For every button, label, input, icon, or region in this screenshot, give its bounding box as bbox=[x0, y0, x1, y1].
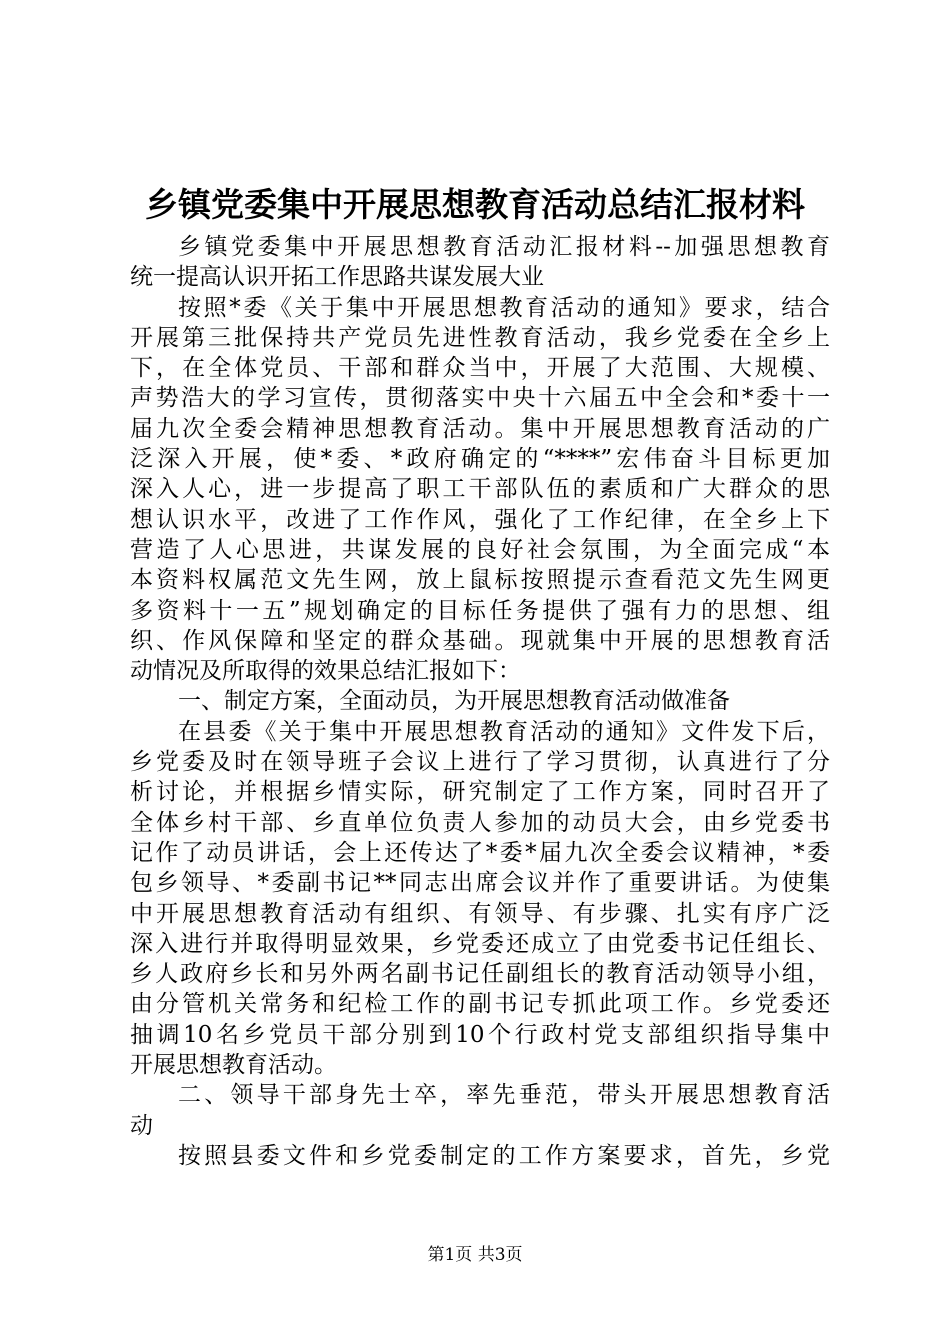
text-line: 一、制定方案，全面动员，为开展思想教育活动做准备 bbox=[178, 688, 730, 715]
text-line: 泛深入开展，使*委、*政府确定的“****”宏伟奋斗目标更加 bbox=[130, 446, 830, 473]
text-line: 中开展思想教育活动有组织、有领导、有步骤、扎实有序广泛 bbox=[130, 900, 830, 927]
text-line: 按照县委文件和乡党委制定的工作方案要求，首先，乡党 bbox=[178, 1142, 830, 1169]
text-line: 声势浩大的学习宣传，贯彻落实中央十六届五中全会和*委十一 bbox=[130, 385, 830, 412]
text-line: 乡人政府乡长和另外两名副书记任副组长的教育活动领导小组， bbox=[130, 961, 830, 988]
text-line: 多资料十一五”规划确定的目标任务提供了强有力的思想、组 bbox=[130, 597, 830, 624]
text-line: 届九次全委会精神思想教育活动。集中开展思想教育活动的广 bbox=[130, 415, 830, 442]
text-line: 乡党委及时在领导班子会议上进行了学习贯彻，认真进行了分 bbox=[130, 749, 830, 776]
text-line: 统一提高认识开拓工作思路共谋发展大业 bbox=[130, 264, 544, 291]
text-line: 想认识水平，改进了工作作风，强化了工作纪律，在全乡上下 bbox=[130, 506, 830, 533]
page-footer: 第1页 共3页 bbox=[427, 1245, 523, 1265]
text-line: 下，在全体党员、干部和群众当中，开展了大范围、大规模、 bbox=[130, 355, 830, 382]
text-line: 营造了人心思进，共谋发展的良好社会氛围，为全面完成“本 bbox=[130, 536, 830, 563]
text-line: 全体乡村干部、乡直单位负责人参加的动员大会，由乡党委书 bbox=[130, 809, 830, 836]
text-line: 包乡领导、*委副书记**同志出席会议并作了重要讲话。为使集 bbox=[130, 870, 830, 897]
text-line: 二、领导干部身先士卒，率先垂范，带头开展思想教育活 bbox=[178, 1082, 830, 1109]
text-line: 深入人心，进一步提高了职工干部队伍的素质和广大群众的思 bbox=[130, 476, 830, 503]
text-line: 析讨论，并根据乡情实际，研究制定了工作方案，同时召开了 bbox=[130, 779, 830, 806]
text-line: 动情况及所取得的效果总结汇报如下： bbox=[130, 658, 521, 685]
text-line: 乡镇党委集中开展思想教育活动汇报材料--加强思想教育 bbox=[178, 234, 830, 260]
text-line: 织、作风保障和坚定的群众基础。现就集中开展的思想教育活 bbox=[130, 627, 830, 654]
text-line: 开展思想教育活动。 bbox=[130, 1052, 337, 1079]
text-line: 记作了动员讲话，会上还传达了*委*届九次全委会议精神，*委 bbox=[130, 839, 830, 866]
text-line: 开展第三批保持共产党员先进性教育活动，我乡党委在全乡上 bbox=[130, 324, 830, 351]
text-line: 本资料权属范文先生网，放上鼠标按照提示查看范文先生网更 bbox=[130, 567, 830, 594]
text-line: 由分管机关常务和纪检工作的副书记专抓此项工作。乡党委还 bbox=[130, 991, 830, 1018]
text-line: 深入进行并取得明显效果，乡党委还成立了由党委书记任组长、 bbox=[130, 930, 830, 957]
document-title: 乡镇党委集中开展思想教育活动总结汇报材料 bbox=[145, 185, 805, 224]
text-line: 在县委《关于集中开展思想教育活动的通知》文件发下后， bbox=[178, 718, 830, 745]
text-line: 抽调10名乡党员干部分别到10个行政村党支部组织指导集中 bbox=[130, 1021, 830, 1048]
text-line: 动 bbox=[130, 1112, 153, 1139]
document-body bbox=[130, 232, 830, 1171]
text-line: 按照*委《关于集中开展思想教育活动的通知》要求，结合 bbox=[178, 294, 830, 321]
